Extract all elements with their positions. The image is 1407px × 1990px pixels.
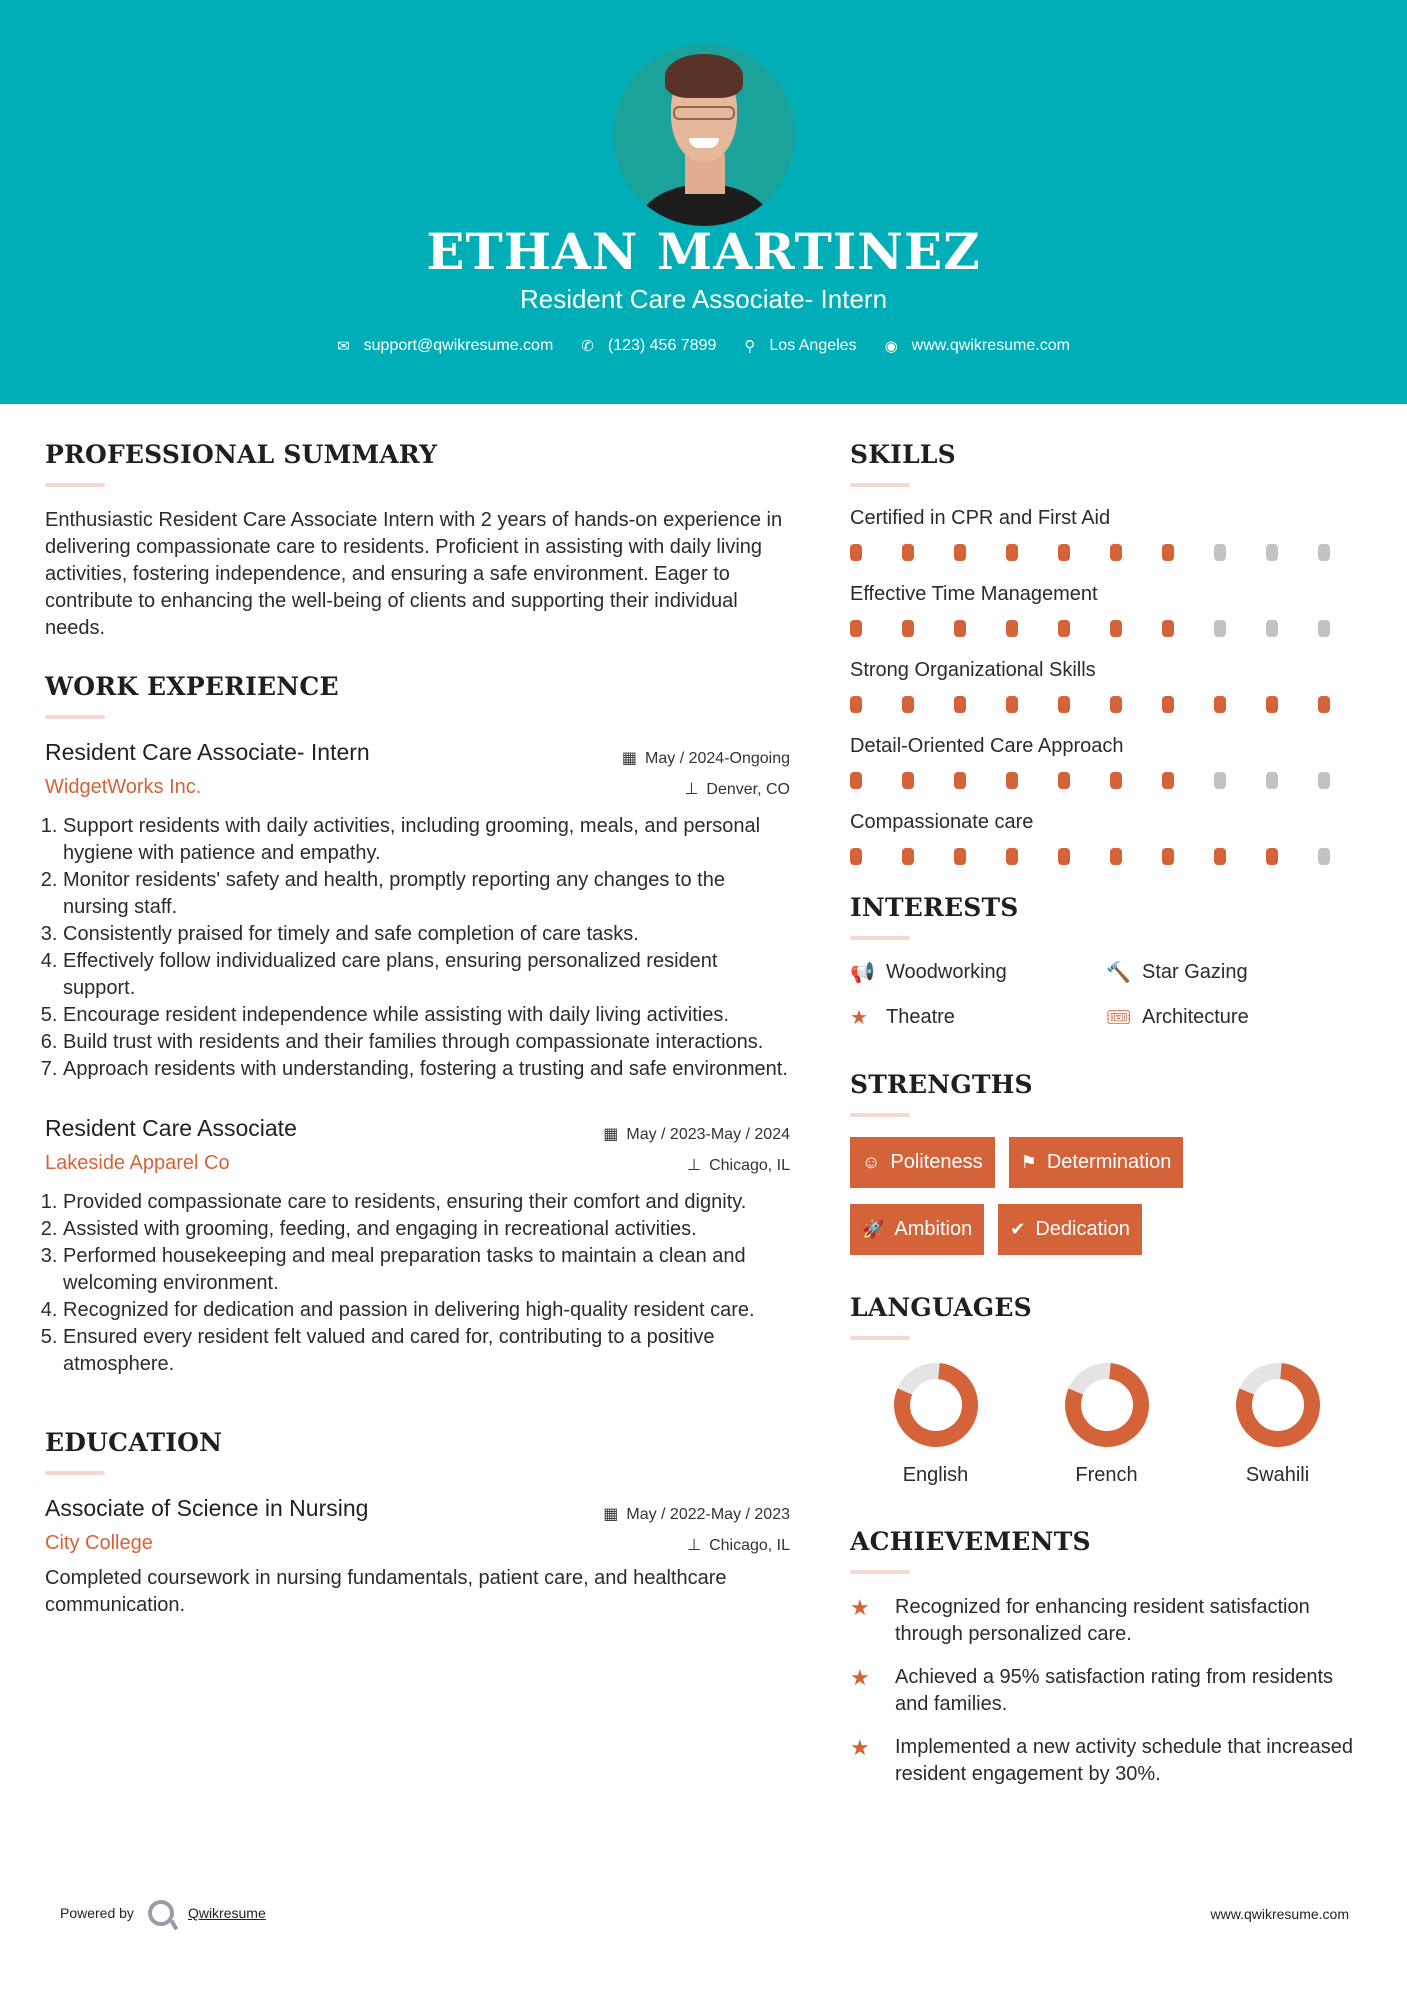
language-item — [850, 1360, 1021, 1487]
rating-dot — [902, 772, 914, 789]
skill-label: Detail-Oriented Care Approach — [850, 735, 1124, 757]
rating-dot — [1214, 848, 1226, 865]
rating-dot — [1058, 620, 1070, 637]
bullet-item: 5. Encourage resident independence while assisting with daily living activities. — [63, 1002, 790, 1029]
rating-dot — [1266, 696, 1278, 713]
job-company: WidgetWorks Inc. — [45, 776, 202, 798]
rating-dot — [1162, 544, 1174, 561]
candidate-role: Resident Care Associate- Intern — [519, 284, 888, 314]
calendar-icon: ▦ — [621, 750, 638, 767]
right-column — [850, 440, 1370, 1804]
language-donut-chart — [1062, 1360, 1152, 1450]
left-column — [45, 440, 790, 1619]
language-donut-chart — [891, 1360, 981, 1450]
job-bullets — [45, 1189, 790, 1378]
skill-item — [850, 583, 1370, 637]
skill-label: Strong Organizational Skills — [850, 659, 1096, 681]
rating-dot — [850, 696, 862, 713]
languages-section — [850, 1293, 1370, 1487]
degree-title: Associate of Science in Nursing — [45, 1495, 369, 1521]
qwikresume-logo-icon — [148, 1900, 174, 1926]
section-underline — [45, 1471, 105, 1475]
rating-dot — [1318, 620, 1330, 637]
job-title: Resident Care Associate — [45, 1115, 297, 1141]
smile-icon: ☺ — [862, 1152, 881, 1172]
rating-dot — [1318, 848, 1330, 865]
section-underline — [850, 936, 910, 940]
section-title: EDUCATION — [45, 1428, 223, 1457]
bullet-item: 4. Effectively follow individualized care plans, ensuring personalized resident support. — [63, 948, 790, 1002]
skill-item — [850, 659, 1370, 713]
footer-url[interactable]: www.qwikresume.com — [1210, 1906, 1349, 1922]
rating-dot — [954, 620, 966, 637]
star-burst-icon: ★ — [850, 1665, 870, 1690]
rating-dot — [1006, 848, 1018, 865]
section-title: INTERESTS — [850, 893, 1019, 922]
language-donut-chart — [1233, 1360, 1323, 1450]
bullet-item: 4. Recognized for dedication and passion in delivering high-quality resident care. — [63, 1297, 790, 1324]
section-underline — [850, 1570, 910, 1574]
bullet-item: 2. Assisted with grooming, feeding, and engaging in recreational activities. — [63, 1216, 790, 1243]
rating-dot — [954, 772, 966, 789]
job-bullets — [45, 813, 790, 1083]
section-underline — [45, 483, 105, 487]
rating-dot — [954, 696, 966, 713]
language-label: Swahili — [1245, 1464, 1310, 1486]
skill-rating — [850, 544, 1370, 561]
strength-chip: ✔ Dedication — [998, 1204, 1142, 1255]
pushpin-icon: ⊥ — [684, 781, 699, 798]
rating-dot — [954, 848, 966, 865]
experience-section — [45, 672, 790, 1378]
rating-dot — [1110, 544, 1122, 561]
education-location: Chicago, IL — [709, 1537, 790, 1554]
rating-dot — [850, 620, 862, 637]
star-icon: ★ — [850, 1007, 868, 1029]
section-underline — [850, 1113, 910, 1117]
job-meta — [622, 743, 790, 805]
section-underline — [850, 483, 910, 487]
rating-dot — [954, 544, 966, 561]
section-title: WORK EXPERIENCE — [45, 672, 339, 701]
section-underline — [45, 715, 105, 719]
rocket-icon: 🚀 — [862, 1219, 885, 1239]
job-company: Lakeside Apparel Co — [45, 1152, 230, 1174]
bullet-item: 2. Monitor residents' safety and health, promptly reporting any changes to the nursing staff. — [63, 867, 790, 921]
language-label: French — [1075, 1464, 1138, 1486]
strengths-section — [850, 1070, 1370, 1255]
job-title: Resident Care Associate- Intern — [45, 739, 370, 765]
interest-item: 🎟 Architecture — [1106, 1006, 1249, 1029]
rating-dot — [1318, 772, 1330, 789]
contact-phone[interactable]: ✆ (123) 456 7899 — [581, 337, 717, 355]
education-description: Completed coursework in nursing fundamentals, patient care, and healthcare communication. — [45, 1567, 727, 1616]
map-pin-icon: ⚲ — [744, 338, 756, 355]
contact-location: ⚲ Los Angeles — [744, 337, 857, 355]
languages-list — [850, 1360, 1370, 1487]
education-dates: May / 2022-May / 2023 — [626, 1506, 790, 1523]
star-burst-icon: ★ — [850, 1735, 870, 1760]
contact-email[interactable]: ✉ support@qwikresume.com — [337, 337, 554, 355]
bullet-item: 5. Ensured every resident felt valued and cared for, contributing to a positive atmosphere. — [63, 1324, 790, 1378]
school-name: City College — [45, 1532, 153, 1554]
contact-website[interactable]: ◉ www.qwikresume.com — [884, 337, 1070, 355]
rating-dot — [1006, 696, 1018, 713]
bullet-item: 1. Support residents with daily activities, including grooming, meals, and personal hygiene with patience and empathy. — [63, 813, 790, 867]
rating-dot — [1162, 696, 1174, 713]
rating-dot — [1162, 848, 1174, 865]
rating-dot — [850, 544, 862, 561]
skill-label: Effective Time Management — [850, 583, 1098, 605]
skill-item — [850, 811, 1370, 865]
calendar-icon: ▦ — [603, 1506, 619, 1523]
globe-icon: ◉ — [884, 338, 898, 355]
rating-dot — [1214, 620, 1226, 637]
rating-dot — [850, 848, 862, 865]
rating-dot — [1214, 696, 1226, 713]
interest-item: 📢 Woodworking — [850, 961, 1007, 984]
skill-rating — [850, 848, 1370, 865]
strength-chip: ☺ Politeness — [850, 1137, 995, 1188]
bullet-item: 3. Consistently praised for timely and safe completion of care tasks. — [63, 921, 790, 948]
summary-section — [45, 440, 790, 642]
section-title: ACHIEVEMENTS — [850, 1527, 1091, 1556]
rating-dot — [1006, 620, 1018, 637]
ticket-icon: 🎟 — [1106, 1007, 1132, 1029]
bullet-item: 3. Performed housekeeping and meal preparation tasks to maintain a clean and welcoming environment. — [63, 1243, 790, 1297]
section-title: PROFESSIONAL SUMMARY — [45, 440, 438, 469]
job-entry — [45, 1115, 790, 1378]
check-circle-icon: ✔ — [1010, 1219, 1026, 1239]
rating-dot — [1162, 620, 1174, 637]
language-item — [1021, 1360, 1192, 1487]
rating-dot — [1058, 848, 1070, 865]
job-dates: May / 2023-May / 2024 — [626, 1126, 790, 1143]
resume-header — [0, 0, 1407, 404]
bullet-item: 6. Build trust with residents and their families through compassionate interactions. — [63, 1029, 790, 1056]
flag-icon: ⚑ — [1020, 1152, 1037, 1172]
rating-dot — [1110, 772, 1122, 789]
qwikresume-link[interactable]: Qwikresume — [187, 1905, 266, 1921]
pushpin-icon: ⊥ — [687, 1157, 702, 1174]
rating-dot — [1266, 848, 1278, 865]
interest-item: 🔨 Star Gazing — [1106, 961, 1248, 984]
achievements-section — [850, 1527, 1370, 1788]
rating-dot — [1266, 772, 1278, 789]
achievement-item: ★ Achieved a 95% satisfaction rating from residents and families. — [850, 1664, 1370, 1718]
rating-dot — [1266, 620, 1278, 637]
rating-dot — [1058, 772, 1070, 789]
skills-section — [850, 440, 1370, 865]
job-meta — [603, 1119, 790, 1181]
rating-dot — [1214, 544, 1226, 561]
rating-dot — [902, 544, 914, 561]
megaphone-icon: 📢 — [850, 962, 875, 984]
rating-dot — [902, 620, 914, 637]
rating-dot — [1214, 772, 1226, 789]
phone-icon: ✆ — [581, 338, 594, 355]
education-entry — [45, 1495, 790, 1619]
rating-dot — [902, 848, 914, 865]
skills-list — [850, 507, 1370, 865]
skill-item — [850, 735, 1370, 789]
footer-powered-by: Powered by Qwikresume — [60, 1900, 266, 1926]
language-label: English — [902, 1464, 969, 1486]
rating-dot — [1058, 696, 1070, 713]
strength-chip: ⚑ Determination — [1009, 1137, 1184, 1188]
interests-section — [850, 893, 1370, 1030]
skill-item — [850, 507, 1370, 561]
rating-dot — [902, 696, 914, 713]
skill-label: Compassionate care — [850, 811, 1034, 833]
envelope-icon: ✉ — [337, 338, 350, 355]
achievement-item: ★ Recognized for enhancing resident satisfaction through personalized care. — [850, 1594, 1370, 1648]
rating-dot — [1318, 696, 1330, 713]
candidate-name: ETHAN MARTINEZ — [426, 222, 981, 281]
strength-chip: 🚀 Ambition — [850, 1204, 984, 1255]
job-dates: May / 2024-Ongoing — [645, 750, 790, 767]
interest-item: ★ Theatre — [850, 1006, 955, 1029]
skill-rating — [850, 620, 1370, 637]
star-burst-icon: ★ — [850, 1595, 870, 1620]
strengths-list — [850, 1137, 1270, 1255]
education-section — [45, 1428, 790, 1619]
section-title: SKILLS — [850, 440, 956, 469]
rating-dot — [1110, 696, 1122, 713]
profile-photo — [613, 44, 795, 226]
achievement-item: ★ Implemented a new activity schedule that increased resident engagement by 30%. — [850, 1734, 1370, 1788]
language-item — [1192, 1360, 1363, 1487]
section-title: LANGUAGES — [850, 1293, 1032, 1322]
pushpin-icon: ⊥ — [687, 1537, 702, 1554]
rating-dot — [1006, 544, 1018, 561]
skill-rating — [850, 696, 1370, 713]
bullet-item: 1. Provided compassionate care to residents, ensuring their comfort and dignity. — [63, 1189, 790, 1216]
section-title: STRENGTHS — [850, 1070, 1033, 1099]
skill-label: Certified in CPR and First Aid — [850, 507, 1111, 529]
rating-dot — [1162, 772, 1174, 789]
job-entry — [45, 739, 790, 1083]
calendar-icon: ▦ — [603, 1126, 619, 1143]
rating-dot — [1006, 772, 1018, 789]
rating-dot — [1110, 620, 1122, 637]
rating-dot — [1318, 544, 1330, 561]
interests-grid — [850, 960, 1370, 1030]
rating-dot — [850, 772, 862, 789]
section-underline — [850, 1336, 910, 1340]
job-location: Denver, CO — [706, 781, 790, 798]
skill-rating — [850, 772, 1370, 789]
summary-text: Enthusiastic Resident Care Associate Intern with 2 years of hands-on experience in delivering compassionate care to residents. Proficient in assisting with daily living activities, fostering independence, and ensuring a safe environment. Eager to contribute to enhancing the well-being of clients and supporting their individual needs. — [45, 509, 783, 639]
rating-dot — [1266, 544, 1278, 561]
education-meta — [603, 1499, 790, 1561]
job-location: Chicago, IL — [709, 1157, 790, 1174]
rating-dot — [1110, 848, 1122, 865]
gavel-icon: 🔨 — [1106, 962, 1131, 984]
contact-bar — [0, 337, 1407, 355]
bullet-item: 7. Approach residents with understanding, fostering a trusting and safe environment. — [63, 1056, 790, 1083]
rating-dot — [1058, 544, 1070, 561]
